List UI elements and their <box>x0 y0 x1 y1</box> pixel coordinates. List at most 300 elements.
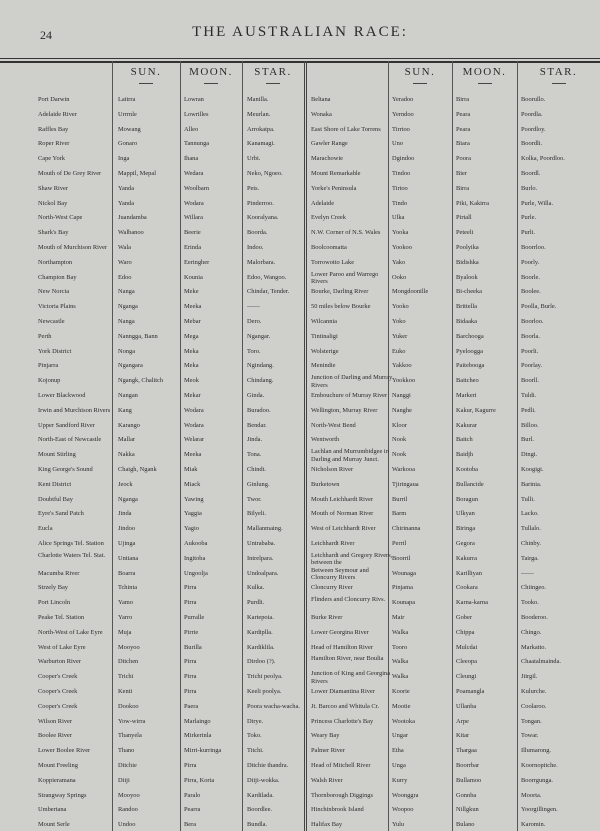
left-moon-cell: Wodara <box>184 421 204 429</box>
left-place-cell: Cooper's Creek <box>38 673 78 681</box>
right-place-cell: Wellington, Murray River <box>311 406 378 414</box>
right-star-cell: Tuldi. <box>521 392 537 399</box>
right-place-cell: Cloncurry River <box>311 584 353 592</box>
right-moon-cell: Kootoba <box>456 466 479 473</box>
right-moon-cell: Gegora <box>456 540 475 547</box>
left-place-cell: Upper Sandford River <box>38 421 95 429</box>
right-moon-cell: Ulkyan <box>456 510 475 518</box>
left-star-cell: Pinderroo. <box>247 199 274 207</box>
left-place-cell: Charlotte Waters Tel. Stat. <box>38 551 106 559</box>
left-moon-cell: Mekar <box>184 392 201 399</box>
left-moon-cell: Beerie <box>184 229 201 237</box>
left-star-cell: Ginda. <box>247 392 265 399</box>
left-star-cell: Ngindang. <box>247 362 274 370</box>
column-divider <box>180 61 181 831</box>
right-star-cell: Moorta. <box>521 791 542 799</box>
right-sun-cell: Nook <box>392 436 407 444</box>
right-star-cell: Markatto. <box>521 643 547 651</box>
right-star-cell: Chinby. <box>521 540 542 547</box>
right-star-cell: Tooko. <box>521 599 539 607</box>
left-moon-cell: Lowrilles <box>184 110 209 118</box>
right-place-cell: Nicholson River <box>311 466 354 473</box>
left-place-cell: Mouth of Murchison River <box>38 244 108 251</box>
right-moon-cell: Bullancide <box>456 480 484 488</box>
left-sun-cell: Chaigh, Ngank <box>118 466 157 473</box>
right-place-cell: N.W. Corner of N.S. Wales <box>311 229 381 237</box>
right-star-cell: Lacko. <box>521 510 539 518</box>
right-moon-cell: Poamangla <box>456 688 485 695</box>
right-star-cell: Pedli. <box>521 406 536 414</box>
right-moon-cell: Arpe <box>456 717 469 725</box>
left-moon-cell: Erinda <box>184 244 202 251</box>
left-sun-cell: Karango <box>118 421 141 429</box>
right-place-cell: Mouth of Norman River <box>311 510 374 518</box>
right-sun-cell: Kloor <box>392 421 407 429</box>
right-place-cell: Wolsterige <box>311 347 339 355</box>
left-star-cell: Jinda. <box>247 436 263 444</box>
left-star-cell: Meurlan. <box>247 110 271 118</box>
left-star-cell: Chindar, Tender. <box>247 288 290 296</box>
right-sun-cell: Walka <box>392 673 409 681</box>
left-place-cell: Lower Blackwood <box>38 392 86 399</box>
left-sun-cell: Ditchie <box>118 762 137 769</box>
left-moon-cell: Eeringher <box>184 258 210 266</box>
right-moon-cell: Peara <box>456 110 471 118</box>
left-place-cell: Mount Serle <box>38 821 70 829</box>
right-star-cell: Chaatalmainda. <box>521 658 561 666</box>
left-sun-cell: Nanngga, Bann <box>118 332 158 340</box>
left-place-cell: North-West Cape <box>38 214 83 222</box>
left-sun-cell: Waro <box>118 258 132 266</box>
right-moon-cell: Cleungi <box>456 673 477 681</box>
left-star-cell: Chindt. <box>247 466 266 473</box>
right-moon-cell: Pirtall <box>456 214 472 222</box>
left-place-cell: Macumba River <box>38 569 80 577</box>
right-moon-cell: Bi-cheeka <box>456 288 482 296</box>
right-place-cell: Weary Bay <box>311 732 340 740</box>
right-sun-cell: Mongdoonille <box>392 288 429 296</box>
right-sun-cell: Mair <box>392 614 405 621</box>
left-place-cell: Perth <box>38 332 52 340</box>
right-sun-cell: Yako <box>392 258 406 266</box>
left-place-cell: Newcastle <box>38 318 65 325</box>
right-sun-cell: Wootoka <box>392 717 415 725</box>
right-moon-cell: Cleeopa <box>456 658 477 666</box>
right-star-cell: Boorla. <box>521 332 540 340</box>
left-place-cell: Pinjarra <box>38 362 59 370</box>
right-sun-cell: Yuker <box>392 332 408 340</box>
right-sun-cell: Yerndoo <box>392 110 414 118</box>
left-star-cell: Ditchie thandra. <box>247 762 289 769</box>
right-place-cell: West of Leichhardt River <box>311 525 376 533</box>
right-star-cell: Poorli. <box>521 347 539 355</box>
right-sun-cell: Mootie <box>392 702 411 710</box>
left-star-cell: Purdli. <box>247 599 265 607</box>
left-sun-cell: Jindoo <box>118 525 136 533</box>
right-star-cell: Billoo. <box>521 421 539 429</box>
left-moon-cell: Pirra <box>184 688 197 695</box>
page-number: 24 <box>40 28 52 42</box>
right-place-cell: Tintinaligi <box>311 332 338 340</box>
left-moon-cell: Ungoolja <box>184 569 208 577</box>
right-star-cell: Boorloo. <box>521 318 544 325</box>
column-header-sun-right: SUN. <box>388 66 452 84</box>
right-moon-cell: Birra <box>456 96 470 103</box>
left-sun-cell: Dookoo <box>118 702 139 710</box>
right-sun-cell: Yeradoo <box>392 96 414 103</box>
right-sun-cell: Barm <box>392 510 407 518</box>
right-sun-cell: Nook <box>392 451 407 459</box>
left-place-cell: Warburton River <box>38 658 81 666</box>
right-sun-cell: Yookkoo <box>392 377 416 385</box>
left-moon-cell: Pirrie <box>184 628 199 636</box>
left-place-cell: West of Lake Eyre <box>38 643 86 651</box>
left-star-cell: Arrokatpa. <box>247 125 275 133</box>
left-sun-cell: Muja <box>118 628 132 636</box>
right-moon-cell: Biringa <box>456 525 476 533</box>
left-place-cell: Nickol Bay <box>38 199 68 207</box>
header-rule-thick <box>0 61 600 63</box>
left-moon-cell: Willara <box>184 214 203 222</box>
left-star-cell: Toro. <box>247 347 261 355</box>
right-sun-cell: Tjiringaua <box>392 480 419 488</box>
column-header-moon-left: MOON. <box>180 66 242 84</box>
right-place-cell: Flinders and Cloncurry Rivs. <box>311 596 386 604</box>
left-moon-cell: Meka <box>184 347 199 355</box>
left-place-cell: Shark's Bay <box>38 229 69 237</box>
left-sun-cell: Mooyoo <box>118 791 140 799</box>
right-place-cell: Gawler Range <box>311 140 348 148</box>
right-moon-cell: Poora <box>456 155 471 163</box>
left-sun-cell: Nganga <box>118 495 138 503</box>
left-place-cell: Peake Tel. Station <box>38 614 85 621</box>
right-star-cell: Poordloy. <box>521 125 546 133</box>
right-sun-cell: Tindoo <box>392 170 411 177</box>
right-sun-cell: Ungar <box>392 732 408 740</box>
right-sun-cell: Yakkoo <box>392 362 412 370</box>
right-place-cell: Yorke's Peninsula <box>311 184 357 192</box>
left-star-cell: Trichi peolya. <box>247 673 283 681</box>
right-place-cell: Mouth Leichhardt River <box>311 495 374 503</box>
left-moon-cell: Wedara <box>184 170 204 177</box>
right-sun-cell: Kounapa <box>392 599 416 607</box>
right-star-cell: Boorle. <box>521 273 540 281</box>
left-sun-cell: Yarro <box>118 614 133 621</box>
column-header-star-left: STAR. <box>242 66 304 84</box>
left-moon-cell: Wodara <box>184 406 204 414</box>
right-moon-cell: Byalook <box>456 273 478 281</box>
left-star-cell: Undoalpara. <box>247 569 279 577</box>
left-sun-cell: Mowang <box>118 125 141 133</box>
right-moon-cell: Boorrbar <box>456 762 480 769</box>
left-sun-cell: Mooyoo <box>118 643 140 651</box>
left-moon-cell: Meke <box>184 288 199 296</box>
left-star-cell: Titchi. <box>247 747 264 755</box>
left-place-cell: Eyre's Sand Patch <box>38 510 84 518</box>
left-star-cell: Ginlung. <box>247 480 270 488</box>
left-moon-cell: Paralo <box>184 791 201 799</box>
right-star-cell: Koornopitche. <box>521 762 558 769</box>
right-sun-cell: Burril <box>392 495 408 503</box>
left-sun-cell: Nganga <box>118 303 138 311</box>
left-star-cell: Kartepoia. <box>247 614 274 621</box>
right-place-cell: Princess Charlotte's Bay <box>311 717 374 725</box>
left-star-cell: Chindang. <box>247 377 274 385</box>
right-star-cell: Boordli. <box>521 140 543 148</box>
left-place-cell: Mount Stirling <box>38 451 76 459</box>
left-star-cell: Dirdoo (?). <box>247 658 276 666</box>
left-place-cell: North-West of Lake Eyre <box>38 628 103 636</box>
right-place-cell: Junction of Darling and Murray Rivers <box>311 374 393 389</box>
right-star-cell: Boordl. <box>521 170 541 177</box>
left-sun-cell: Nakka <box>118 451 135 459</box>
left-star-cell: Ngangar. <box>247 332 271 340</box>
left-place-cell: Cooper's Creek <box>38 702 78 710</box>
right-place-cell: Walsh River <box>311 776 343 784</box>
right-sun-cell: Ulka <box>392 214 405 222</box>
left-sun-cell: Randoo <box>118 806 138 814</box>
right-sun-cell: Walka <box>392 628 409 636</box>
left-star-cell: Indoo. <box>247 244 264 251</box>
right-star-cell: Karomin. <box>521 821 546 829</box>
column-header-moon-right: MOON. <box>452 66 517 84</box>
right-star-cell: Tullalo. <box>521 525 541 533</box>
left-place-cell: Raffles Bay <box>38 125 69 133</box>
left-place-cell: Eucla <box>38 525 53 533</box>
left-sun-cell: Inga <box>118 155 130 163</box>
left-sun-cell: Urrrnle <box>118 110 137 118</box>
right-place-cell: Leichhardt and Gregory Rivers, between the <box>311 551 393 567</box>
left-moon-cell: Meeka <box>184 451 202 459</box>
left-place-cell: Irwin and Murchison Rivers <box>38 406 111 414</box>
left-sun-cell: Wala <box>118 244 131 251</box>
left-moon-cell: Ihana <box>184 155 199 163</box>
left-star-cell: Toko. <box>247 732 262 740</box>
right-star-cell: Coolaroo. <box>521 702 547 710</box>
right-place-cell: Jt. Barcoo and Whitula Cr. <box>311 702 380 710</box>
left-sun-cell: Mappil, Mepal <box>118 170 156 177</box>
right-sun-cell: Yoko <box>392 318 406 325</box>
left-moon-cell: Paera <box>184 702 199 710</box>
right-moon-cell: Birra <box>456 184 470 192</box>
right-moon-cell: Karilliyan <box>456 569 482 577</box>
left-place-cell: Victoria Plains <box>38 303 76 311</box>
right-place-cell: Lachlan and Murrumbidgee in Darling and Murray Junct. <box>311 448 389 463</box>
left-sun-cell: Ngangara <box>118 362 143 370</box>
right-moon-cell: Kakur, Kagurre <box>456 406 496 414</box>
left-place-cell: Koppieramana <box>38 776 76 784</box>
right-star-cell: Kulurche. <box>521 688 547 695</box>
left-moon-cell: Burilla <box>184 643 202 651</box>
left-place-cell: Alice Springs Tel. Station <box>38 540 104 547</box>
left-sun-cell: Thano <box>118 747 135 755</box>
right-place-cell: Mount Remarkable <box>311 170 361 177</box>
left-moon-cell: Yaggia <box>184 510 202 518</box>
right-place-cell: Burketown <box>311 480 340 488</box>
right-star-cell: Poorly. <box>521 258 540 266</box>
right-sun-cell: Woonggra <box>392 791 419 799</box>
right-sun-cell: Dgindoo <box>392 155 415 163</box>
right-moon-cell: Peara <box>456 125 471 133</box>
right-sun-cell: Pinjama <box>392 584 413 592</box>
left-sun-cell: Ditchen <box>118 658 139 666</box>
left-star-cell: Poora wacha-wacha. <box>247 702 300 710</box>
right-place-cell: Evelyn Creek <box>311 214 346 222</box>
left-moon-cell: Purralle <box>184 614 205 621</box>
left-place-cell: Port Darwin <box>38 96 70 103</box>
right-sun-cell: Tindo <box>392 199 408 207</box>
left-sun-cell: Nanga <box>118 318 135 325</box>
left-star-cell: Intrelpara. <box>247 554 274 562</box>
right-place-cell: Thornborough Diggings <box>311 791 373 799</box>
left-moon-cell: Pirra <box>184 658 197 666</box>
left-star-cell: Kardiklila. <box>247 643 275 651</box>
column-divider <box>452 61 453 831</box>
right-sun-cell: Tooro <box>392 643 408 651</box>
left-moon-cell: Lowran <box>184 96 204 103</box>
left-moon-cell: Mebar <box>184 318 201 325</box>
header-rule <box>0 58 600 59</box>
right-moon-cell: Brittella <box>456 303 477 311</box>
right-place-cell: Menindie <box>311 362 336 370</box>
right-sun-cell: Woopoo <box>392 806 414 814</box>
right-place-cell: Junction of King and Georgina Rivers <box>311 670 391 685</box>
left-sun-cell: Yamo <box>118 599 133 607</box>
right-sun-cell: Etha <box>392 747 404 755</box>
left-star-cell: Kardilada. <box>247 791 274 799</box>
left-place-cell: Port Lincoln <box>38 599 71 607</box>
left-moon-cell: Alleo <box>184 125 199 133</box>
left-place-cell: North-East of Newcastle <box>38 436 102 444</box>
right-star-cell: Boolee. <box>521 288 541 296</box>
right-sun-cell: Tirrtoo <box>392 125 410 133</box>
left-place-cell: York District <box>38 347 72 355</box>
right-sun-cell: Unga <box>392 762 406 769</box>
right-moon-cell: Cookara <box>456 584 478 592</box>
right-star-cell: Purli. <box>521 229 536 237</box>
right-place-cell: Between Seymour and Cloncurry Rivers <box>311 566 369 582</box>
left-star-cell: Twor. <box>247 495 262 503</box>
left-sun-cell: Yow-wirra <box>118 717 146 725</box>
page-title: THE AUSTRALIAN RACE: <box>192 24 408 40</box>
left-sun-cell: Thanyela <box>118 732 142 740</box>
left-moon-cell: Tannunga <box>184 140 210 148</box>
left-moon-cell: Miak <box>184 466 198 473</box>
left-moon-cell: Woolbarn <box>184 184 210 192</box>
left-sun-cell: Nanga <box>118 288 135 296</box>
left-star-cell: Boordlee. <box>247 806 273 814</box>
left-star-cell: Bendar. <box>247 421 267 429</box>
left-moon-cell: Mega <box>184 332 199 340</box>
left-star-cell: Untrababa. <box>247 540 276 547</box>
right-moon-cell: Kitar <box>456 732 470 740</box>
left-sun-cell: Juandamba <box>118 214 147 222</box>
right-sun-cell: Walka <box>392 658 409 666</box>
right-star-cell: Tulli. <box>521 495 535 503</box>
right-sun-cell: Koorie <box>392 688 410 695</box>
left-place-cell: King George's Sound <box>38 466 93 473</box>
right-place-cell: Burke River <box>311 614 343 621</box>
left-place-cell: Doubtful Bay <box>38 495 73 503</box>
left-place-cell: Kojonup <box>38 377 61 385</box>
right-moon-cell: Thargaa <box>456 747 477 755</box>
left-sun-cell: Laitrra <box>118 96 136 103</box>
left-place-cell: Lower Boolee River <box>38 747 91 755</box>
right-moon-cell: Chippa <box>456 628 475 636</box>
left-sun-cell: Gonaro <box>118 140 138 148</box>
right-place-cell: East Shore of Lake Torrens <box>311 125 381 133</box>
left-star-cell: Pets. <box>247 184 260 192</box>
left-star-cell: Mallanmaing. <box>247 525 283 533</box>
left-sun-cell: Edoo <box>118 273 132 281</box>
left-moon-cell: Yagio <box>184 525 199 533</box>
left-moon-cell: Mirkerinla <box>184 732 212 740</box>
left-place-cell: Wilson River <box>38 717 72 725</box>
right-sun-cell: Wounaga <box>392 569 416 577</box>
right-moon-cell: Kakurra <box>456 554 477 562</box>
left-place-cell: Kent District <box>38 480 72 488</box>
left-star-cell: Kardiplla. <box>247 628 273 636</box>
left-place-cell: Strzely Bay <box>38 584 68 592</box>
left-sun-cell: Ujinga <box>118 540 136 547</box>
left-moon-cell: Mirri-kurringa <box>184 747 222 755</box>
left-star-cell: Tona. <box>247 451 262 459</box>
left-moon-cell: Meka <box>184 362 199 370</box>
left-moon-cell: Pirra <box>184 584 197 592</box>
left-sun-cell: Nonga <box>118 347 136 355</box>
right-sun-cell: Warkooa <box>392 466 415 473</box>
right-moon-cell: Poolyika <box>456 244 479 251</box>
right-moon-cell: Gonnba <box>456 791 477 799</box>
right-moon-cell: Pyeloogga <box>456 347 483 355</box>
right-star-cell: Purle. <box>521 214 537 222</box>
left-sun-cell: Tchinta <box>118 584 138 592</box>
left-sun-cell: Jeock <box>118 480 133 488</box>
right-place-cell: Marachowie <box>311 155 343 163</box>
right-star-cell: Poolla, Burle. <box>521 303 557 311</box>
column-divider <box>242 61 243 831</box>
right-sun-cell: Yooko <box>392 303 409 311</box>
right-sun-cell: Chirinanna <box>392 525 421 533</box>
right-place-cell: Halifax Bay <box>311 821 343 829</box>
right-place-cell: North-West Bend <box>311 421 356 429</box>
right-star-cell: Poordla. <box>521 110 543 118</box>
left-sun-cell: Jinda <box>118 510 132 518</box>
left-moon-cell: Aukooba <box>184 540 208 547</box>
right-place-cell: 50 miles below Bourke <box>311 303 371 311</box>
right-place-cell: Wentworth <box>311 436 340 444</box>
left-moon-cell: Miack <box>184 480 201 488</box>
page-header <box>0 22 600 46</box>
left-star-cell: Diiji-wokka. <box>247 776 280 784</box>
right-moon-cell: Peteeli <box>456 229 474 237</box>
left-star-cell: Dero. <box>247 318 262 325</box>
left-sun-cell: Kenti <box>118 688 133 695</box>
right-star-cell: Booderoo. <box>521 614 548 621</box>
right-moon-cell: Mulcdai <box>456 643 478 651</box>
right-moon-cell: Karna-karna <box>456 599 488 607</box>
right-sun-cell: Euko <box>392 347 406 355</box>
right-sun-cell: Yookoo <box>392 244 412 251</box>
left-moon-cell: Pirra <box>184 599 197 607</box>
left-place-cell: Strangway Springs <box>38 791 87 799</box>
left-moon-cell: Welarar <box>184 436 205 444</box>
left-place-cell: Boolee River <box>38 732 72 740</box>
left-star-cell: Buradoo. <box>247 406 271 414</box>
left-star-cell: Urbi. <box>247 155 261 163</box>
right-place-cell: Wilcannia <box>311 318 338 325</box>
left-star-cell: Bilyeli. <box>247 510 266 518</box>
